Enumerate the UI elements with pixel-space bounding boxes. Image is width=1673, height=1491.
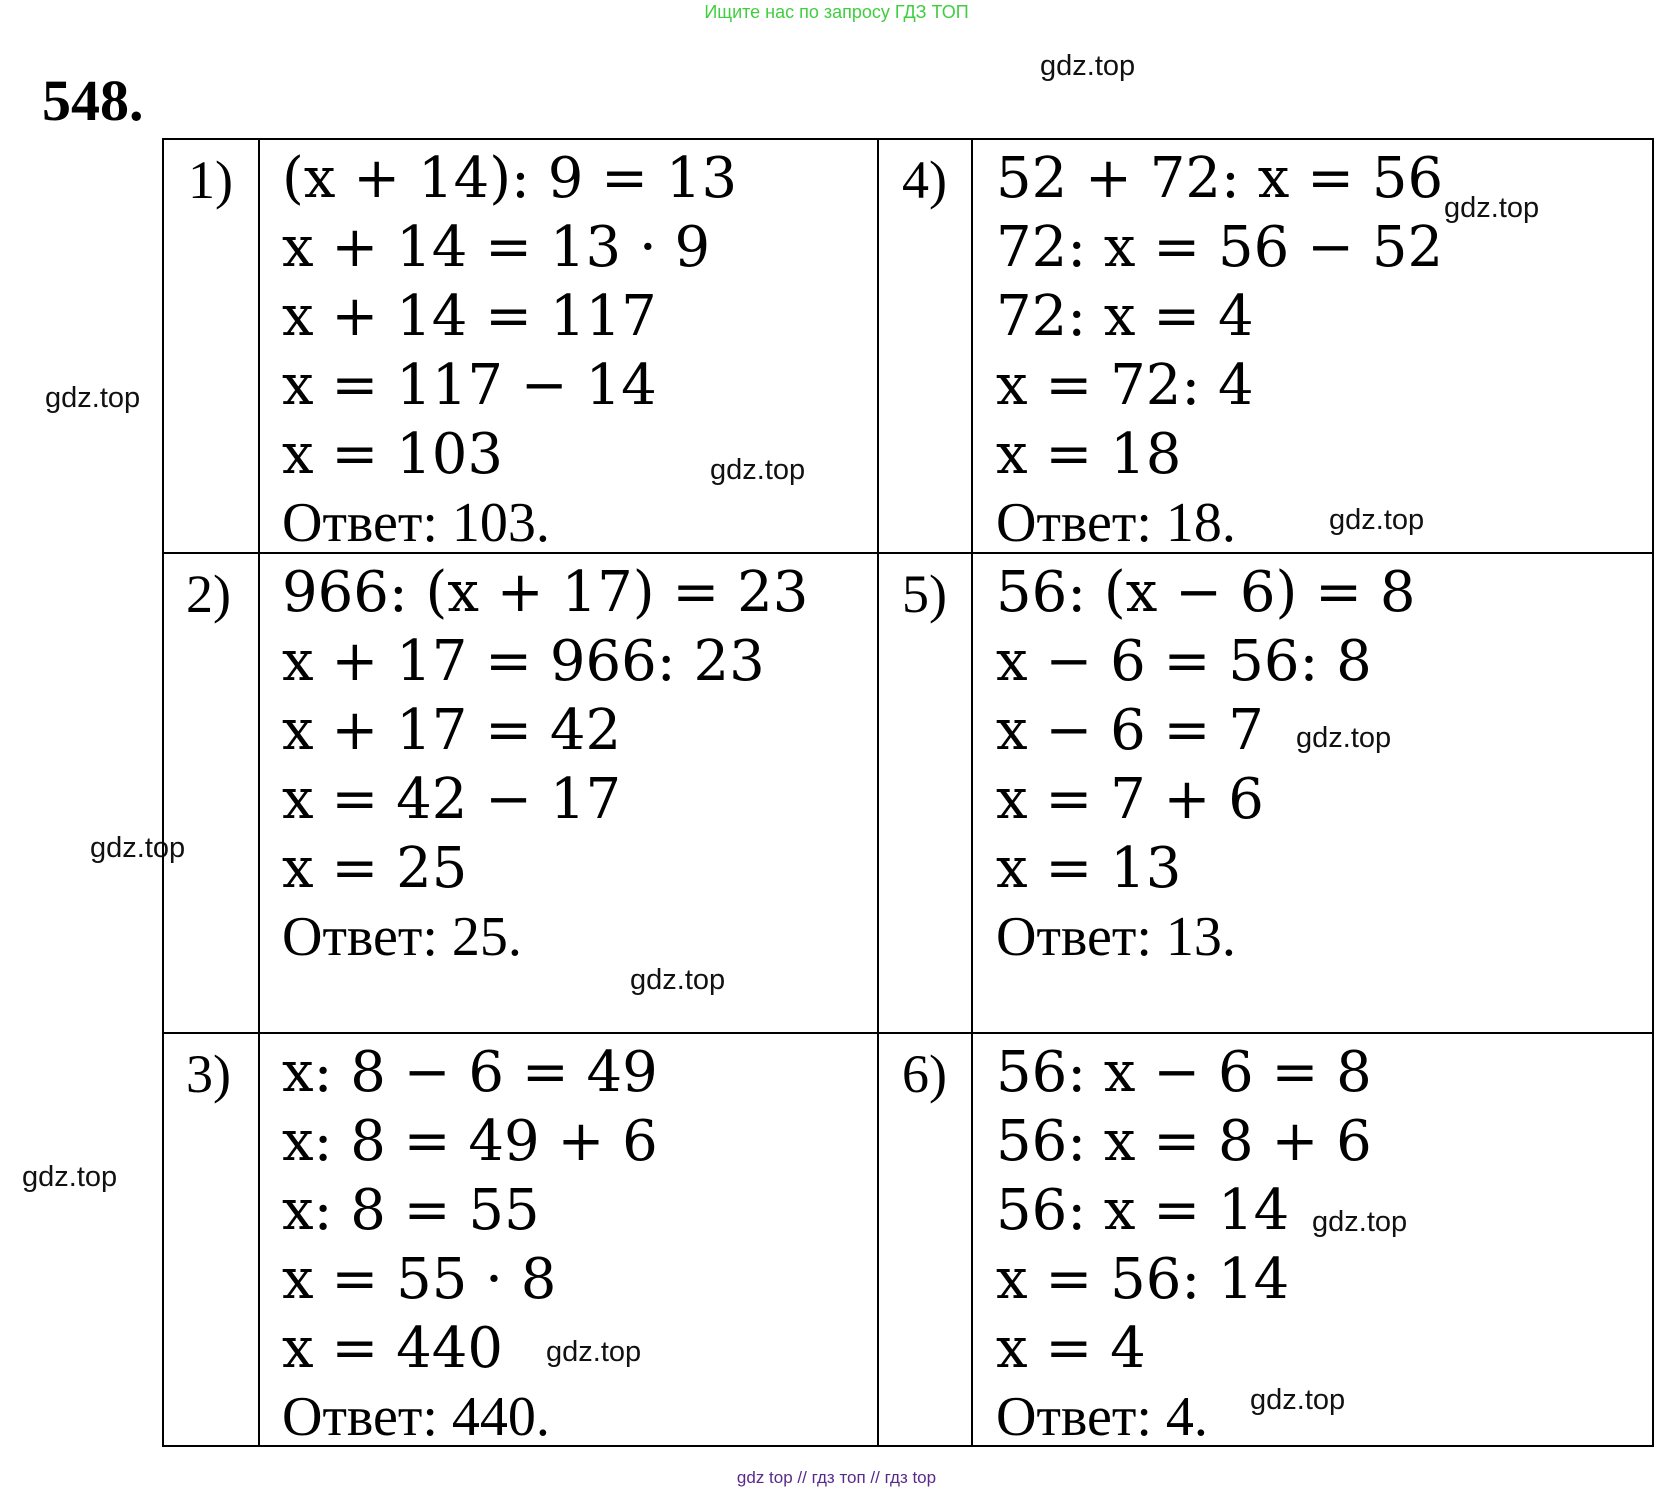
equation-line: x = 103 <box>282 422 503 487</box>
answer-line: Ответ: 13. <box>996 906 1236 968</box>
equation-line: x = 440 <box>282 1316 503 1381</box>
watermark: gdz.top <box>1040 50 1136 82</box>
solution-1 <box>282 144 737 558</box>
watermark: gdz.top <box>546 1336 642 1368</box>
watermark: gdz.top <box>1444 192 1540 224</box>
equation-line: x = 7 + 6 <box>996 767 1264 832</box>
solution-5 <box>996 558 1416 972</box>
top-banner: Ищите нас по запросу ГДЗ ТОП <box>704 2 969 22</box>
table-divider <box>258 140 260 1445</box>
answer-line: Ответ: 4. <box>996 1386 1208 1448</box>
equation-line: x + 17 = 966: 23 <box>282 629 765 694</box>
equation-line: x = 72: 4 <box>996 353 1254 418</box>
equation-line: x = 18 <box>996 422 1182 487</box>
problem-label: 3) <box>186 1044 231 1104</box>
equation-line: x: 8 = 49 + 6 <box>282 1109 658 1174</box>
equation-line: x = 42 − 17 <box>282 767 622 832</box>
equation-line: (x + 14): 9 = 13 <box>282 146 738 211</box>
equation-line: x: 8 = 55 <box>282 1178 540 1243</box>
table-divider <box>164 1032 1652 1034</box>
watermark: gdz.top <box>1329 504 1425 536</box>
solutions-table <box>162 138 1654 1447</box>
equation-line: x + 14 = 117 <box>282 284 657 349</box>
equation-line: 56: x = 14 <box>996 1178 1290 1243</box>
footer-links[interactable]: gdz top // гдз топ // гдз top <box>736 1468 937 1487</box>
equation-line: 72: x = 56 − 52 <box>996 215 1444 280</box>
table-divider <box>971 140 973 1445</box>
problem-label: 5) <box>902 564 947 624</box>
problem-label: 2) <box>186 564 231 624</box>
equation-line: x − 6 = 56: 8 <box>996 629 1372 694</box>
solution-2 <box>282 558 808 972</box>
equation-line: 72: x = 4 <box>996 284 1254 349</box>
equation-line: x = 56: 14 <box>996 1247 1290 1312</box>
equation-line: 56: x − 6 = 8 <box>996 1040 1372 1105</box>
problem-label: 1) <box>188 150 233 210</box>
problem-label: 6) <box>902 1044 947 1104</box>
solution-3 <box>282 1038 658 1452</box>
watermark: gdz.top <box>710 454 806 486</box>
answer-line: Ответ: 18. <box>996 492 1236 554</box>
answer-line: Ответ: 440. <box>282 1386 550 1448</box>
equation-line: 56: (x − 6) = 8 <box>996 560 1416 625</box>
equation-line: x = 25 <box>282 836 468 901</box>
watermark: gdz.top <box>1296 722 1392 754</box>
solution-4 <box>996 144 1443 558</box>
problem-label: 4) <box>902 150 947 210</box>
equation-line: x: 8 − 6 = 49 <box>282 1040 658 1105</box>
watermark: gdz.top <box>22 1161 118 1193</box>
equation-line: x + 17 = 42 <box>282 698 622 763</box>
equation-line: x − 6 = 7 <box>996 698 1264 763</box>
watermark: gdz.top <box>1312 1206 1408 1238</box>
watermark: gdz.top <box>630 964 726 996</box>
equation-line: x = 4 <box>996 1316 1146 1381</box>
watermark: gdz.top <box>45 382 141 414</box>
equation-line: x = 55 · 8 <box>282 1247 557 1312</box>
watermark: gdz.top <box>1250 1384 1346 1416</box>
equation-line: x + 14 = 13 · 9 <box>282 215 711 280</box>
answer-line: Ответ: 103. <box>282 492 550 554</box>
equation-line: 966: (x + 17) = 23 <box>282 560 809 625</box>
equation-line: x = 117 − 14 <box>282 353 657 418</box>
answer-line: Ответ: 25. <box>282 906 522 968</box>
watermark: gdz.top <box>90 832 186 864</box>
problem-number: 548. <box>42 68 144 133</box>
table-divider <box>877 140 879 1445</box>
equation-line: 52 + 72: x = 56 <box>996 146 1444 211</box>
equation-line: x = 13 <box>996 836 1182 901</box>
equation-line: 56: x = 8 + 6 <box>996 1109 1372 1174</box>
